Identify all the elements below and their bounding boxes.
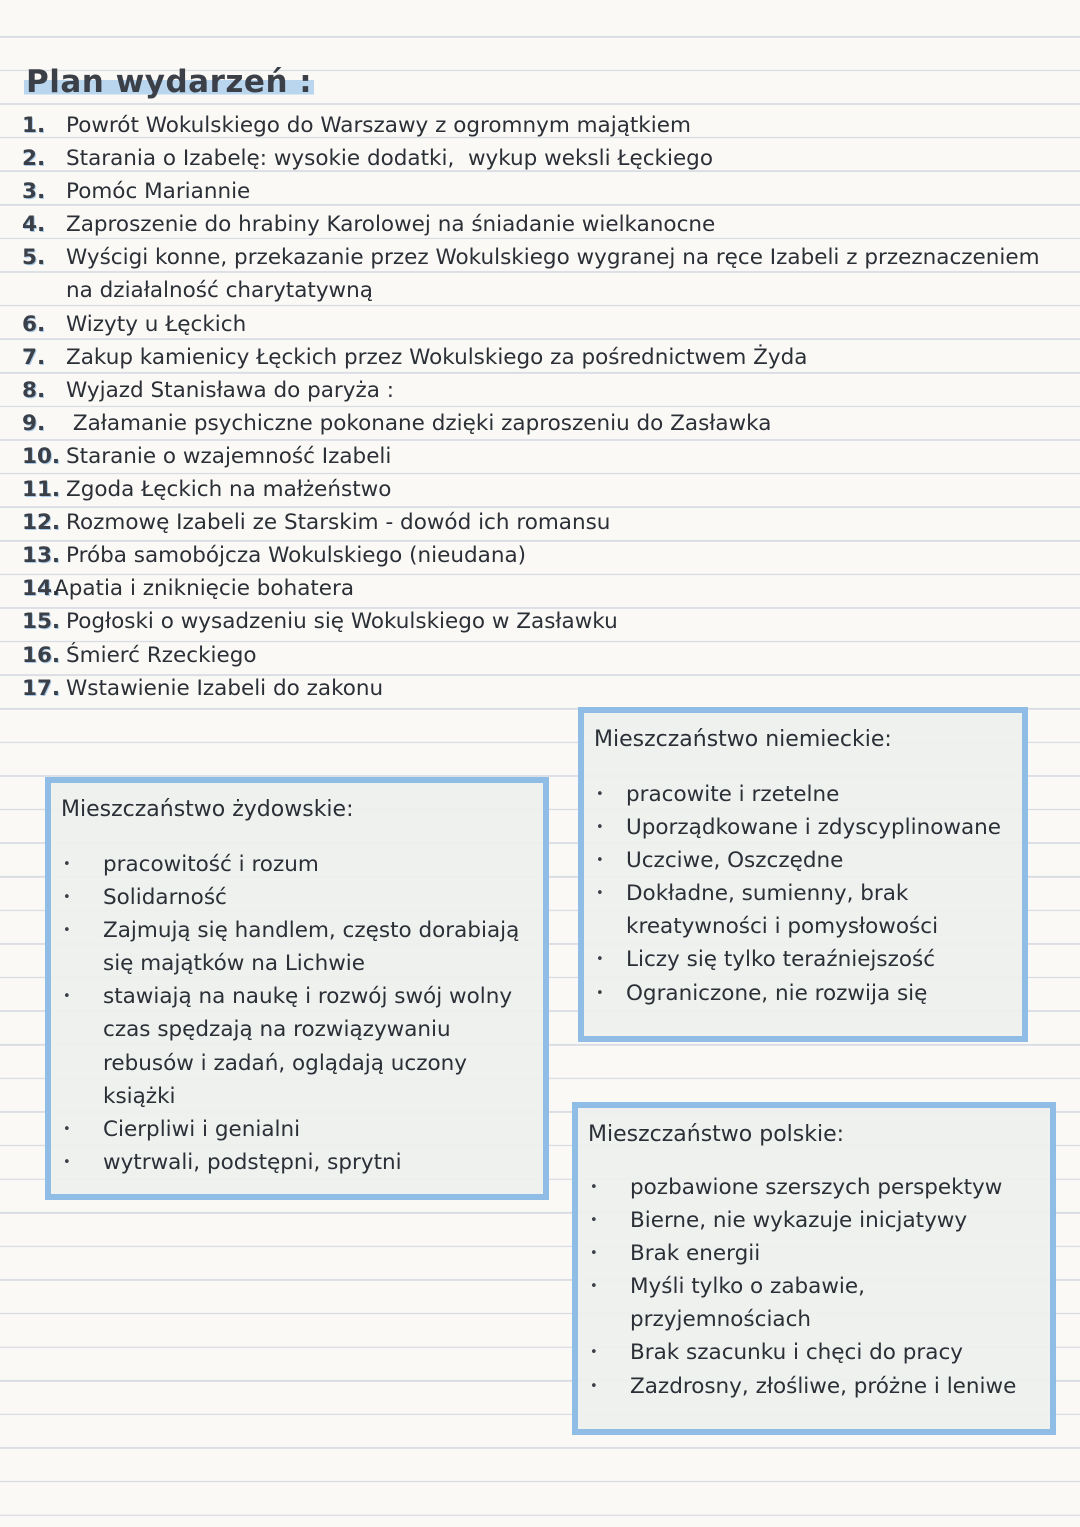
plan-item-text: Wizyty u Łęckich [66,311,247,337]
plan-item-text: Pomóc Mariannie [66,179,251,205]
plan-item-number: 10. [22,443,61,469]
plan-item [22,506,1062,539]
list-item: • Uczciwe, Oszczędne [584,844,1022,877]
plan-item-text: Rozmowę Izabeli ze Starskim - dowód ich romansu [66,510,611,536]
plan-item-text: Wyjazd Stanisława do paryża : [66,377,395,403]
plan-item-number: 5. [22,245,46,271]
list-item: • Solidarność [51,881,543,914]
plan-item-number: 9. [22,410,46,436]
plan-item-text: Pogłoski o wysadzeniu się Wokulskiego w Zasławku [66,609,618,635]
list-item: • pracowitość i rozum [51,848,543,881]
plan-item [22,142,1062,175]
plan-item [22,308,1062,341]
list-item: • Dokładne, sumienny, brak kreatywności i pomysłowości [584,877,1022,943]
plan-item-number: 7. [22,344,46,370]
list-item: • pracowite i rzetelne [584,778,1022,811]
plan-item-number: 3. [22,179,46,205]
plan-item-text: Powrót Wokulskiego do Warszawy z ogromnym majątkiem [66,113,691,138]
plan-item-number: 2. [22,146,46,172]
plan-item [22,639,1062,672]
plan-item-text: Apatia i zniknięcie bohatera [54,576,355,602]
plan-item-number: 14. [22,576,61,602]
plan-item-number: 13. [22,543,61,569]
list-item: • Cierpliwi i genialni [51,1113,543,1146]
box-title: Mieszczaństwo polskie: [588,1122,845,1147]
page-title [24,64,314,100]
trait-list [578,1171,1050,1403]
plan-item-number: 17. [22,675,61,701]
plan-item-text: Śmierć Rzeckiego [66,642,257,668]
plan-item [22,605,1062,638]
plan-item-text: Zgoda Łęckich na małżeństwo [66,477,392,503]
plan-item [22,572,1062,605]
box-title: Mieszczaństwo niemieckie: [594,727,892,752]
plan-item [22,175,1062,208]
plan-item [22,407,1062,440]
plan-item-number: 12. [22,510,61,536]
plan-item [22,241,1062,307]
plan-item [22,109,1062,142]
plan-item-text: Zakup kamienicy Łęckich przez Wokulskiego za pośrednictwem Żyda [66,344,808,370]
plan-item-text: Starania o Izabelę: wysokie dodatki, wykup weksli Łęckiego [66,146,713,172]
list-item: • Brak szacunku i chęci do pracy [578,1336,1050,1369]
plan-item-text: Załamanie psychiczne pokonane dzięki zaproszeniu do Zasławka [66,410,772,436]
plan-item-text: Staranie o wzajemność Izabeli [66,443,392,469]
events-plan-list [22,109,1062,705]
list-item: • Liczy się tylko teraźniejszość [584,943,1022,976]
plan-item-text: Wstawienie Izabeli do zakonu [66,675,384,701]
list-item: • pozbawione szerszych perspektyw [578,1171,1050,1204]
page-title-text: Plan wydarzeń : [26,64,313,100]
plan-item-number: 11. [22,477,61,503]
plan-item [22,539,1062,572]
plan-item-number: 16. [22,642,61,668]
polish-bourgeoisie-box [572,1102,1056,1435]
list-item: • Myśli tylko o zabawie, przyjemnościach [578,1270,1050,1336]
plan-item [22,672,1062,705]
box-title: Mieszczaństwo żydowskie: [61,797,354,822]
list-item: • wytrwali, podstępni, sprytni [51,1146,543,1179]
plan-item-text: Próba samobójcza Wokulskiego (nieudana) [66,543,527,569]
plan-item [22,473,1062,506]
plan-item [22,440,1062,473]
list-item: • Uporządkowane i zdyscyplinowane [584,811,1022,844]
trait-list [584,778,1022,1010]
plan-item-number: 1. [22,113,46,138]
plan-item-number: 8. [22,377,46,403]
plan-item-text: Wyścigi konne, przekazanie przez Wokulskiego wygranej na ręce Izabeli z przeznaczeniem na działalność charytatywną [66,245,1047,304]
jewish-bourgeoisie-box [45,777,549,1200]
list-item: • Zajmują się handlem, często dorabiają się majątków na Lichwie [51,914,543,980]
list-item: • Bierne, nie wykazuje inicjatywy [578,1204,1050,1237]
list-item: • Ograniczone, nie rozwija się [584,977,1022,1010]
plan-item [22,341,1062,374]
list-item: • Brak energii [578,1237,1050,1270]
plan-item-number: 4. [22,212,46,238]
plan-item [22,208,1062,241]
trait-list [51,848,543,1179]
list-item: • Zazdrosny, złośliwe, próżne i leniwe [578,1370,1050,1403]
plan-item [22,374,1062,407]
plan-item-text: Zaproszenie do hrabiny Karolowej na śniadanie wielkanocne [66,212,716,238]
plan-item-number: 6. [22,311,46,337]
plan-item-number: 15. [22,609,61,635]
german-bourgeoisie-box [578,707,1028,1042]
list-item: • stawiają na naukę i rozwój swój wolny czas spędzają na rozwiązywaniu rebusów i zadań, oglądają uczony książki [51,980,543,1112]
